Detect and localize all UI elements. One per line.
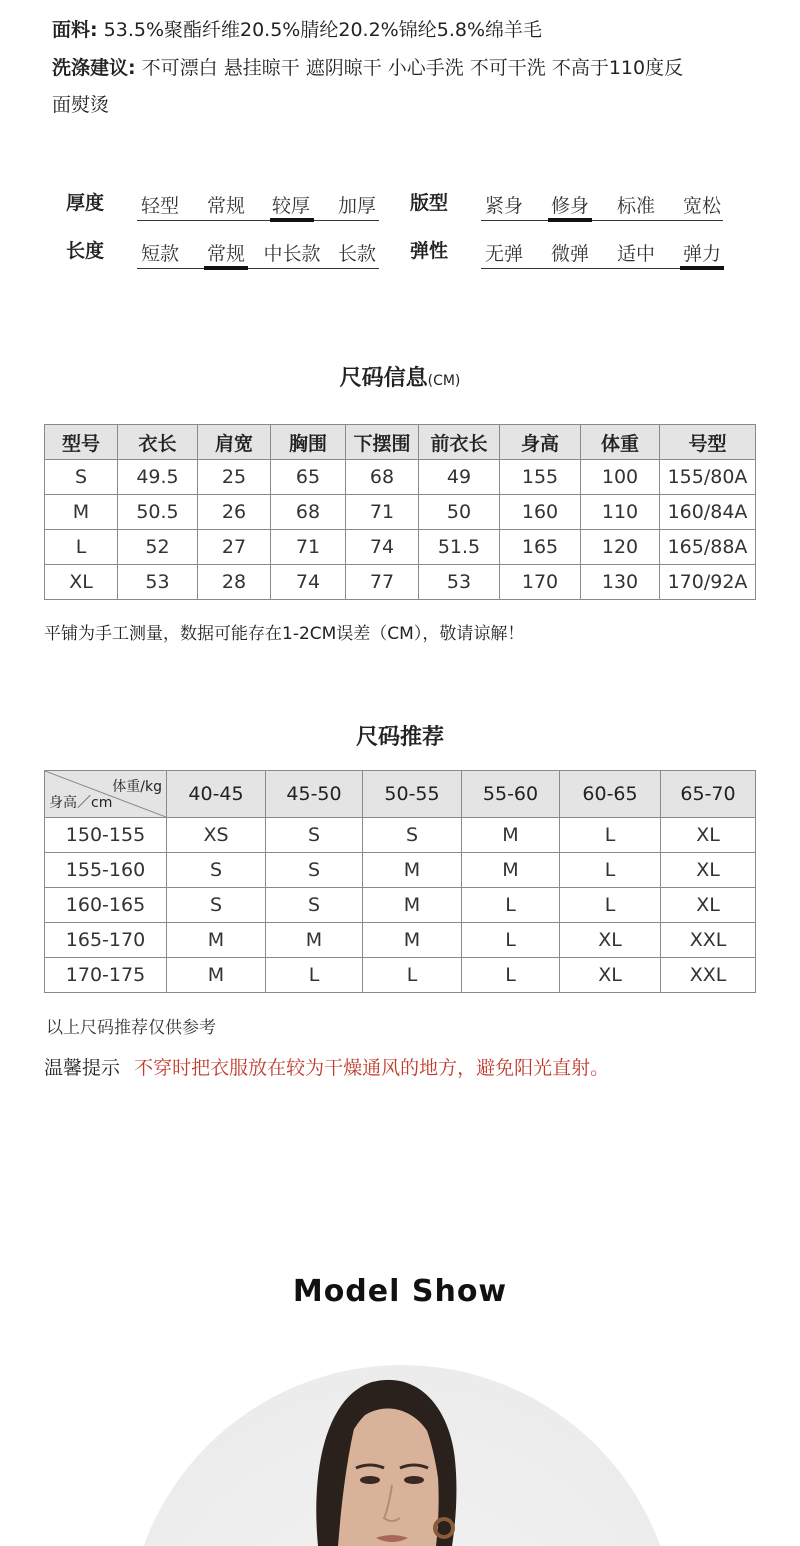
table-cell: S: [167, 853, 266, 888]
care-tip-label: 温馨提示: [44, 1057, 121, 1079]
attr-length-option: 长款: [337, 243, 376, 265]
attr-fit-option: 修身: [550, 195, 589, 217]
table-cell: M: [363, 923, 462, 958]
size-info-note: 平铺为手工测量，数据可能存在1-2CM误差（CM），敬请谅解！: [44, 624, 525, 644]
attr-fit-option: 宽松: [682, 195, 721, 217]
wash-value-cont: 面熨烫: [52, 94, 110, 116]
attr-length-option: 中长款: [263, 243, 321, 265]
table-cell: L: [266, 958, 363, 993]
model-photo: [0, 1340, 800, 1546]
attr-elasticity-option: 微弹: [550, 243, 589, 265]
table-cell: XS: [167, 818, 266, 853]
table-header-cell: 体重: [581, 425, 660, 460]
attr-elasticity-selected-marker: [680, 266, 724, 270]
table-row-header: 160-165: [45, 888, 167, 923]
table-cell: M: [266, 923, 363, 958]
attr-length-selected-marker: [204, 266, 248, 270]
table-cell: 25: [198, 460, 271, 495]
table-cell: 160/84A: [660, 495, 756, 530]
table-cell: 74: [271, 565, 346, 600]
table-cell: M: [167, 923, 266, 958]
table-header-cell: 号型: [660, 425, 756, 460]
wash-label: 洗涤建议:: [52, 57, 136, 79]
table-cell: M: [45, 495, 118, 530]
table-cell: 71: [271, 530, 346, 565]
table-row: [45, 853, 756, 888]
table-cell: XXL: [661, 958, 756, 993]
attr-fit-option: 紧身: [484, 195, 523, 217]
table-cell: XXL: [661, 923, 756, 958]
table-row: [45, 818, 756, 853]
attr-thickness-selected-marker: [270, 218, 314, 222]
table-cell: XL: [661, 818, 756, 853]
table-cell: XL: [560, 958, 661, 993]
table-cell: 165: [500, 530, 581, 565]
table-header-row: [45, 425, 756, 460]
table-header-cell: 型号: [45, 425, 118, 460]
table-cell: 77: [346, 565, 419, 600]
table-cell: L: [462, 958, 560, 993]
attr-length-line: [137, 268, 379, 269]
size-info-table: [44, 424, 756, 600]
size-rec-note: 以上尺码推荐仅供参考: [46, 1018, 216, 1038]
table-header-cell: 肩宽: [198, 425, 271, 460]
table-cell: 100: [581, 460, 660, 495]
table-cell: 51.5: [419, 530, 500, 565]
table-cell: S: [363, 818, 462, 853]
table-header-cell: 65-70: [661, 771, 756, 818]
table-row: [45, 958, 756, 993]
table-cell: M: [363, 853, 462, 888]
table-cell: XL: [661, 888, 756, 923]
table-row: [45, 923, 756, 958]
table-cell: 52: [118, 530, 198, 565]
size-info-unit: (CM): [427, 373, 461, 389]
table-cell: M: [167, 958, 266, 993]
attr-elasticity-option: 适中: [616, 243, 655, 265]
table-corner-cell: [45, 771, 167, 818]
table-cell: M: [363, 888, 462, 923]
table-cell: L: [45, 530, 118, 565]
attr-fit-option: 标准: [616, 195, 655, 217]
table-header-cell: 前衣长: [419, 425, 500, 460]
table-cell: 50: [419, 495, 500, 530]
attr-elasticity-option: 无弹: [484, 243, 523, 265]
table-cell: L: [462, 888, 560, 923]
table-cell: L: [363, 958, 462, 993]
table-cell: 27: [198, 530, 271, 565]
table-row: [45, 460, 756, 495]
table-cell: S: [167, 888, 266, 923]
table-cell: 120: [581, 530, 660, 565]
table-header-cell: 衣长: [118, 425, 198, 460]
table-cell: 49.5: [118, 460, 198, 495]
attr-thickness-option: 加厚: [337, 195, 376, 217]
care-tip-text: 不穿时把衣服放在较为干燥通风的地方，避免阳光直射。: [134, 1057, 610, 1079]
table-header-cell: 下摆围: [346, 425, 419, 460]
table-cell: 110: [581, 495, 660, 530]
table-cell: 68: [346, 460, 419, 495]
wash-value: 不可漂白 悬挂晾干 遮阴晾干 小心手洗 不可干洗 不高于110度反: [135, 57, 684, 79]
table-cell: 50.5: [118, 495, 198, 530]
table-cell: 155/80A: [660, 460, 756, 495]
attr-thickness-label: 厚度: [66, 192, 105, 214]
table-cell: 49: [419, 460, 500, 495]
attr-length-option: 常规: [206, 243, 245, 265]
attr-fit-line: [481, 220, 723, 221]
table-cell: M: [462, 853, 560, 888]
attr-thickness-option: 轻型: [140, 195, 179, 217]
table-cell: 170/92A: [660, 565, 756, 600]
table-header-cell: 60-65: [560, 771, 661, 818]
table-cell: 155: [500, 460, 581, 495]
cropped-heading-remnant: [52, 0, 162, 4]
table-cell: 165/88A: [660, 530, 756, 565]
table-cell: 65: [271, 460, 346, 495]
table-row-header: 150-155: [45, 818, 167, 853]
table-cell: S: [45, 460, 118, 495]
size-rec-title: 尺码推荐: [355, 725, 444, 750]
attr-thickness-option: 常规: [206, 195, 245, 217]
table-cell: L: [462, 923, 560, 958]
attr-fit-label: 版型: [410, 192, 449, 214]
table-row: [45, 495, 756, 530]
attribute-grid: [0, 180, 800, 280]
attr-elasticity-option: 弹力: [682, 243, 721, 265]
table-header-cell: 身高: [500, 425, 581, 460]
table-header-cell: 胸围: [271, 425, 346, 460]
table-cell: 170: [500, 565, 581, 600]
attr-length-option: 短款: [140, 243, 179, 265]
corner-height-label: 身高／cm: [49, 795, 113, 811]
table-header-row: [45, 771, 756, 818]
table-cell: XL: [45, 565, 118, 600]
attr-thickness-option: 较厚: [271, 195, 310, 217]
model-show-title: Model Show: [292, 1274, 508, 1309]
table-row: [45, 565, 756, 600]
table-cell: 74: [346, 530, 419, 565]
size-info-title: [0, 361, 800, 392]
table-cell: S: [266, 853, 363, 888]
table-cell: S: [266, 888, 363, 923]
table-header-cell: 45-50: [266, 771, 363, 818]
table-cell: 71: [346, 495, 419, 530]
table-cell: XL: [560, 923, 661, 958]
fabric-label: 面料:: [52, 19, 98, 41]
corner-weight-label: 体重/kg: [112, 779, 162, 795]
table-row-header: 155-160: [45, 853, 167, 888]
table-cell: 26: [198, 495, 271, 530]
table-row: [45, 530, 756, 565]
table-cell: 28: [198, 565, 271, 600]
table-row-header: 170-175: [45, 958, 167, 993]
table-header-cell: 55-60: [462, 771, 560, 818]
attr-length-label: 长度: [66, 240, 105, 262]
care-tip: [44, 1053, 609, 1080]
table-cell: M: [462, 818, 560, 853]
attr-fit-selected-marker: [548, 218, 592, 222]
size-rec-table: [44, 770, 756, 993]
table-cell: 160: [500, 495, 581, 530]
table-row-header: 165-170: [45, 923, 167, 958]
table-cell: 53: [419, 565, 500, 600]
table-cell: L: [560, 818, 661, 853]
table-row: [45, 888, 756, 923]
wash-line-2: [52, 90, 109, 120]
table-header-cell: 40-45: [167, 771, 266, 818]
table-cell: S: [266, 818, 363, 853]
table-cell: L: [560, 853, 661, 888]
table-cell: 130: [581, 565, 660, 600]
table-cell: 53: [118, 565, 198, 600]
table-header-cell: 50-55: [363, 771, 462, 818]
size-info-title-text: 尺码信息: [339, 366, 428, 391]
fabric-line: [52, 15, 542, 45]
fabric-value: 53.5%聚酯纤维20.5%腈纶20.2%锦纶5.8%绵羊毛: [97, 19, 542, 41]
table-cell: 68: [271, 495, 346, 530]
table-cell: XL: [661, 853, 756, 888]
wash-line: [52, 53, 683, 83]
attr-elasticity-label: 弹性: [410, 240, 449, 262]
attr-thickness-line: [137, 220, 379, 221]
table-cell: L: [560, 888, 661, 923]
